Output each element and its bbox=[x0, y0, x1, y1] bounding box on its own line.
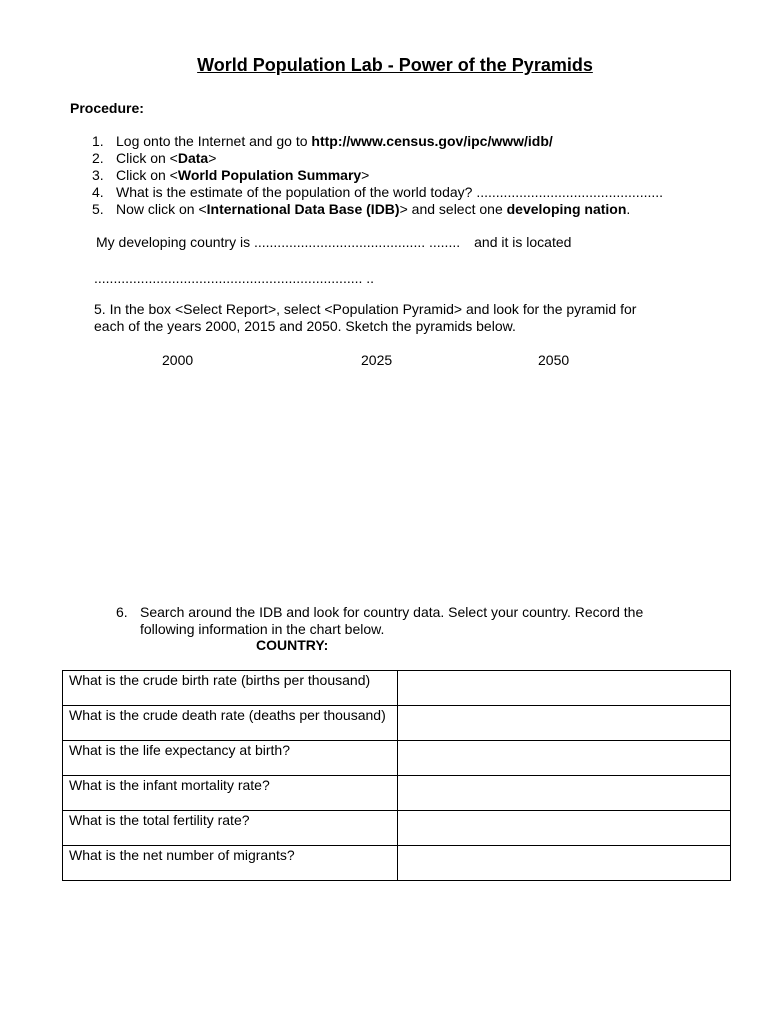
step-bold-text: Data bbox=[177, 150, 209, 166]
location-blank[interactable]: ..................................................................... .. bbox=[94, 270, 375, 286]
step-text: Log onto the Internet and go to bbox=[116, 133, 312, 149]
step-5 bbox=[92, 201, 663, 218]
answer-cell[interactable] bbox=[398, 846, 731, 881]
question-cell: What is the total fertility rate? bbox=[63, 811, 398, 846]
located-label: and it is located bbox=[474, 234, 572, 250]
question-cell: What is the crude death rate (deaths per thousand) bbox=[63, 706, 398, 741]
pyramid-instructions bbox=[94, 301, 636, 335]
step-text: Click on < bbox=[116, 167, 178, 183]
step-number: 2. bbox=[92, 150, 104, 166]
step-number: 1. bbox=[92, 133, 104, 149]
pyramid-instructions-line: each of the years 2000, 2015 and 2050. Sketch the pyramids below. bbox=[94, 318, 516, 334]
step-bold-text: developing nation bbox=[506, 201, 627, 217]
table-row bbox=[63, 811, 731, 846]
step-6 bbox=[116, 604, 643, 638]
step-text: > and select one bbox=[399, 201, 507, 217]
step-6-line bbox=[116, 604, 643, 621]
pyramid-instructions-line: 5. In the box <Select Report>, select <Population Pyramid> and look for the pyramid for bbox=[94, 301, 637, 317]
page-title: World Population Lab - Power of the Pyramids bbox=[197, 55, 593, 75]
step-2 bbox=[92, 150, 663, 167]
table-row bbox=[63, 706, 731, 741]
census-url-link[interactable]: http://www.census.gov/ipc/www/idb/ bbox=[311, 133, 553, 149]
step-number: 3. bbox=[92, 167, 104, 183]
country-label: COUNTRY: bbox=[256, 637, 329, 653]
step-3 bbox=[92, 167, 663, 184]
question-cell: What is the crude birth rate (births per thousand) bbox=[63, 671, 398, 706]
table-row bbox=[63, 741, 731, 776]
step-4 bbox=[92, 184, 663, 201]
year-label-2025: 2025 bbox=[361, 352, 393, 368]
step-bold-text: World Population Summary bbox=[177, 167, 362, 183]
table-row bbox=[63, 846, 731, 881]
procedure-steps bbox=[92, 133, 663, 218]
step-text: What is the estimate of the population of the world today? bbox=[116, 184, 477, 200]
step-1 bbox=[92, 133, 663, 150]
step-text: > bbox=[361, 167, 370, 183]
question-cell: What is the net number of migrants? bbox=[63, 846, 398, 881]
step-number: 4. bbox=[92, 184, 104, 200]
question-cell: What is the life expectancy at birth? bbox=[63, 741, 398, 776]
question-cell: What is the infant mortality rate? bbox=[63, 776, 398, 811]
developing-country-blank[interactable]: My developing country is ............................................ ........ bbox=[96, 234, 461, 250]
procedure-heading: Procedure: bbox=[70, 100, 144, 116]
answer-cell[interactable] bbox=[398, 706, 731, 741]
answer-cell[interactable] bbox=[398, 741, 731, 776]
step-bold-text: International Data Base (IDB) bbox=[206, 201, 400, 217]
developing-country-line[interactable] bbox=[96, 234, 571, 250]
step-text: Click on < bbox=[116, 150, 178, 166]
step-text: Now click on < bbox=[116, 201, 207, 217]
step-number: 6. bbox=[116, 604, 128, 620]
pyramid-years-row bbox=[0, 352, 768, 370]
answer-cell[interactable] bbox=[398, 671, 731, 706]
year-label-2000: 2000 bbox=[162, 352, 194, 368]
answer-cell[interactable] bbox=[398, 811, 731, 846]
answer-blank[interactable]: ................................................ bbox=[476, 184, 664, 200]
step-text: . bbox=[626, 201, 631, 217]
table-row bbox=[63, 671, 731, 706]
answer-cell[interactable] bbox=[398, 776, 731, 811]
step-number: 5. bbox=[92, 201, 104, 217]
year-label-2050: 2050 bbox=[538, 352, 570, 368]
step-text: > bbox=[208, 150, 217, 166]
step-6-line: following information in the chart below. bbox=[140, 621, 385, 637]
country-data-table bbox=[62, 670, 731, 881]
table-row bbox=[63, 776, 731, 811]
step-text: Search around the IDB and look for country data. Select your country. Record the bbox=[140, 604, 644, 620]
